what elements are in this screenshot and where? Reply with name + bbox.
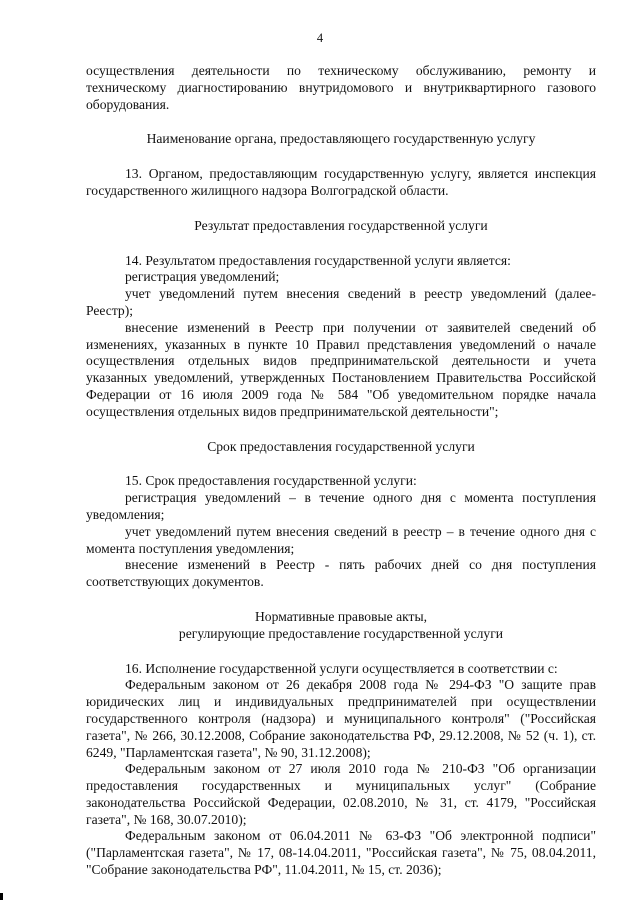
list-item: Федеральным законом от 27 июля 2010 года № 210-ФЗ "Об организации предоставления государственных и муниципальных услуг" (Собрание законодательства Российской Федерации, 02.08.2010, № 31, ст. 4179, "Российская газета", № 168, 30.07.2010); [86, 761, 596, 827]
list-item: учет уведомлений путем внесения сведений в реестр уведомлений (далее-Реестр); [86, 286, 596, 318]
section-heading-acts-line2: регулирующие предоставление государственной услуги [178, 625, 504, 641]
page-number: 4 [316, 31, 324, 45]
list-item: регистрация уведомлений – в течение одного дня с момента поступления уведомления; [86, 490, 596, 522]
list-item: Федеральным законом от 06.04.2011 № 63-ФЗ "Об электронной подписи" ("Парламентская газета", № 17, 08-14.04.2011, "Российская газета", № 75, 08.04.2011, "Собрание законодательства РФ", 11.04.2011, № 15, ст. 2036); [86, 828, 596, 878]
document-body [86, 63, 596, 879]
section-heading-result: Результат предоставления государственной услуги [194, 217, 488, 233]
list-item: регистрация уведомлений; [125, 269, 280, 285]
section-heading-organ: Наименование органа, предоставляющего государственную услугу [146, 131, 536, 147]
section-heading-term: Срок предоставления государственной услуги [207, 438, 475, 454]
paragraph-16: 16. Исполнение государственной услуги осуществляется в соответствии с: [125, 660, 558, 676]
intro-paragraph: осуществления деятельности по техническому обслуживанию, ремонту и техническому диагностированию внутридомового и внутриквартирного газового оборудования. [86, 63, 596, 112]
list-item: Федеральным законом от 26 декабря 2008 года № 294-ФЗ "О защите прав юридических лиц и индивидуальных предпринимателей при осуществлении государственного контроля (надзора) и муниципального контроля" ("Российская газета", № 266, 30.12.2008, Собрание законодательства РФ, 29.12.2008, № 52 (ч. 1), ст. 6249, "Парламентская газета", № 90, 31.12.2008); [86, 677, 596, 760]
scan-mark [0, 893, 3, 900]
section-heading-acts-line1: Нормативные правовые акты, [254, 608, 427, 624]
list-item: внесение изменений в Реестр при получении от заявителей сведений об изменениях, указанных в пункте 10 Правил представления уведомлений о начале осуществления отдельных видов предпринимательской деятельности и учета указанных уведомлений, утвержденных Постановлением Правительства Российской Федерации от 16 июля 2009 года № 584 "Об уведомительном порядке начала осуществления отдельных видов предпринимательской деятельности"; [86, 319, 596, 419]
list-item: внесение изменений в Реестр - пять рабочих дней со дня поступления соответствующих документов. [86, 557, 596, 590]
paragraph-15: 15. Срок предоставления государственной услуги: [125, 473, 417, 489]
paragraph-14: 14. Результатом предоставления государственной услуги является: [125, 252, 511, 268]
list-item: учет уведомлений путем внесения сведений в реестр – в течение одного дня с момента поступления уведомления; [86, 523, 596, 556]
paragraph-13: 13. Органом, предоставляющим государственную услугу, является инспекция государственного жилищного надзора Волгоградской области. [86, 166, 596, 198]
